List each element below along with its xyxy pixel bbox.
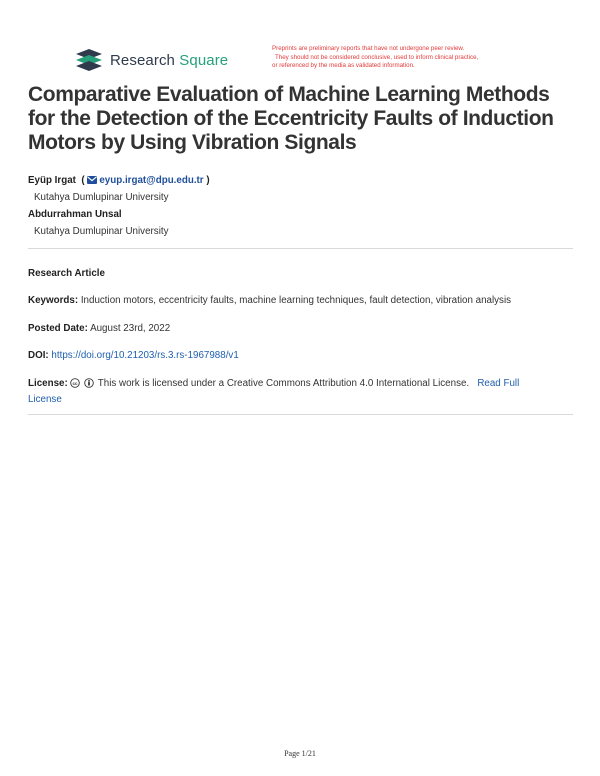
article-type-label: Research Article [28,268,105,279]
author-row: Eyüp Irgat ( eyup.irgat@dpu.edu.tr ) [28,175,210,186]
divider [28,414,573,415]
posted-date-label: Posted Date: [28,323,88,334]
posted-date-value: August 23rd, 2022 [90,323,171,334]
preprint-disclaimer [272,45,542,71]
page-number: Page 1/21 [284,749,316,758]
paper-title: Comparative Evaluation of Machine Learning Methods for the Detection of the Eccentricity Faults of Induction Motors by Using Vibration Signals [28,83,554,154]
article-type [28,266,578,282]
svg-text:cc: cc [72,380,79,386]
license [28,376,578,408]
author-affiliation: Kutahya Dumlupinar University [34,226,169,237]
research-square-logo-icon [76,49,102,71]
attribution-icon [84,378,94,388]
disclaimer-line-3: or referenced by the media as validated information. [272,62,415,70]
divider [28,248,573,249]
license-text: This work is licensed under a Creative Commons Attribution 4.0 International License. [97,378,470,389]
doi [28,348,578,364]
brand-name [110,52,228,69]
read-full-license-link[interactable]: Read Full License [28,378,520,405]
envelope-icon [87,176,97,184]
author-name: Abdurrahman Unsal [28,209,122,220]
brand-word-2: Square [179,51,229,69]
doi-link[interactable]: https://doi.org/10.21203/rs.3.rs-1967988/v1 [51,350,239,361]
posted-date [28,321,578,337]
author-email-link[interactable]: eyup.irgat@dpu.edu.tr [99,175,204,186]
disclaimer-line-2: They should not be considered conclusive, used to inform clinical practice, [275,53,479,61]
creative-commons-icon [70,378,80,388]
keywords-label: Keywords: [28,295,79,306]
license-label: License: [28,378,68,389]
keywords [28,293,578,309]
author-affiliation: Kutahya Dumlupinar University [34,192,169,203]
keywords-value: Induction motors, eccentricity faults, machine learning techniques, fault detection, vibration analysis [80,295,512,306]
research-square-logo[interactable] [76,49,228,71]
doi-label: DOI: [28,350,49,361]
author-list [28,172,578,240]
disclaimer-line-1: Preprints are preliminary reports that have not undergone peer review. [272,45,465,52]
author-name: Eyüp Irgat [28,175,76,186]
brand-word-1: Research [110,51,175,69]
